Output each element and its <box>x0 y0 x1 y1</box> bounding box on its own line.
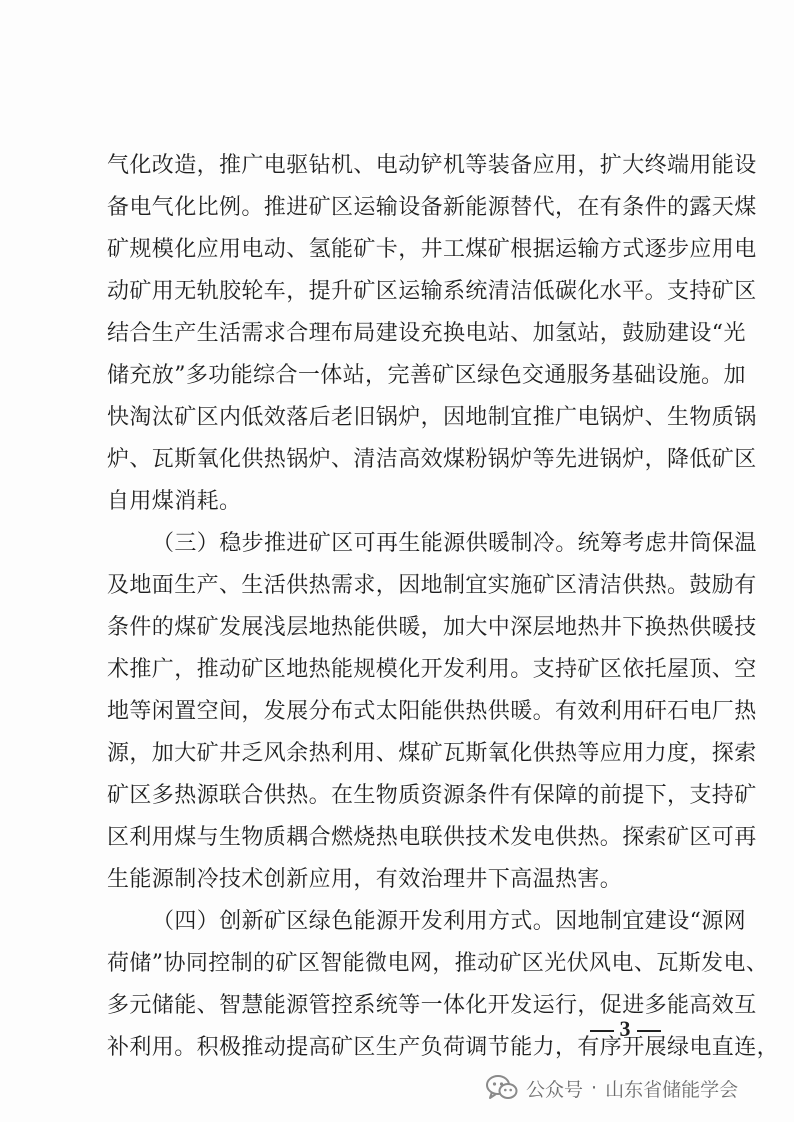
wechat-icon <box>486 1074 518 1102</box>
text-line: 矿区多热源联合供热。在生物质资源条件有保障的前提下，支持矿 <box>107 783 757 808</box>
text-line: 结合生产生活需求合理布局建设充换电站、加氢站，鼓励建设“光 <box>107 321 746 346</box>
watermark-account: 山东省储能学会 <box>605 1078 739 1101</box>
text-line: 生能源制冷技术创新应用，有效治理井下高温热害。 <box>107 867 623 892</box>
text-line: 多元储能、智慧能源管控系统等一体化开发运行，促进多能高效互 <box>107 993 757 1018</box>
text-line: 区利用煤与生物质耦合燃烧热电联供技术发电供热。探索矿区可再 <box>107 825 757 850</box>
text-line: 备电气化比例。推进矿区运输设备新能源替代，在有条件的露天煤 <box>107 195 757 220</box>
wechat-watermark <box>486 1068 738 1108</box>
dash-right <box>637 1030 661 1032</box>
text-line: 补利用。积极推动提高矿区生产负荷调节能力，有序开展绿电直连， <box>107 1035 780 1060</box>
text-line: 气化改造，推广电驱钻机、电动铲机等装备应用，扩大终端用能设 <box>107 153 757 178</box>
text-line: 矿规模化应用电动、氢能矿卡，井工煤矿根据运输方式逐步应用电 <box>107 237 757 262</box>
watermark-separator: · <box>591 1077 598 1099</box>
text-line: 及地面生产、生活供热需求，因地制宜实施矿区清洁供热。鼓励有 <box>107 573 757 598</box>
text-line: 源，加大矿井乏风余热利用、煤矿瓦斯氧化供热等应用力度，探索 <box>107 741 757 766</box>
text-line: 术推广，推动矿区地热能规模化开发利用。支持矿区依托屋顶、空 <box>107 657 757 682</box>
section-heading-line: （四）创新矿区绿色能源开发利用方式。因地制宜建设“源网 <box>152 909 747 934</box>
text-line: 炉、瓦斯氧化供热锅炉、清洁高效煤粉锅炉等先进锅炉，降低矿区 <box>107 447 757 472</box>
text-line: 条件的煤矿发展浅层地热能供暖，加大中深层地热井下换热供暖技 <box>107 615 757 640</box>
text-line: 地等闲置空间，发展分布式太阳能供热供暖。有效利用矸石电厂热 <box>107 699 757 724</box>
dash-left <box>590 1030 614 1032</box>
text-line: 储充放”多功能综合一体站，完善矿区绿色交通服务基础设施。加 <box>107 363 746 388</box>
watermark-source: 公众号 <box>526 1078 584 1101</box>
text-line: 快淘汰矿区内低效落后老旧锅炉，因地制宜推广电锅炉、生物质锅 <box>107 405 757 430</box>
text-line: 荷储”协同控制的矿区智能微电网，推动矿区光伏风电、瓦斯发电、 <box>107 951 769 976</box>
page-number <box>580 1014 670 1044</box>
section-heading-line: （三）稳步推进矿区可再生能源供暖制冷。统筹考虑井筒保温 <box>152 531 757 556</box>
text-line: 动矿用无轨胶轮车，提升矿区运输系统清洁低碳化水平。支持矿区 <box>107 279 757 304</box>
text-line: 自用煤消耗。 <box>107 489 242 514</box>
page-number-value: 3 <box>619 1016 631 1041</box>
